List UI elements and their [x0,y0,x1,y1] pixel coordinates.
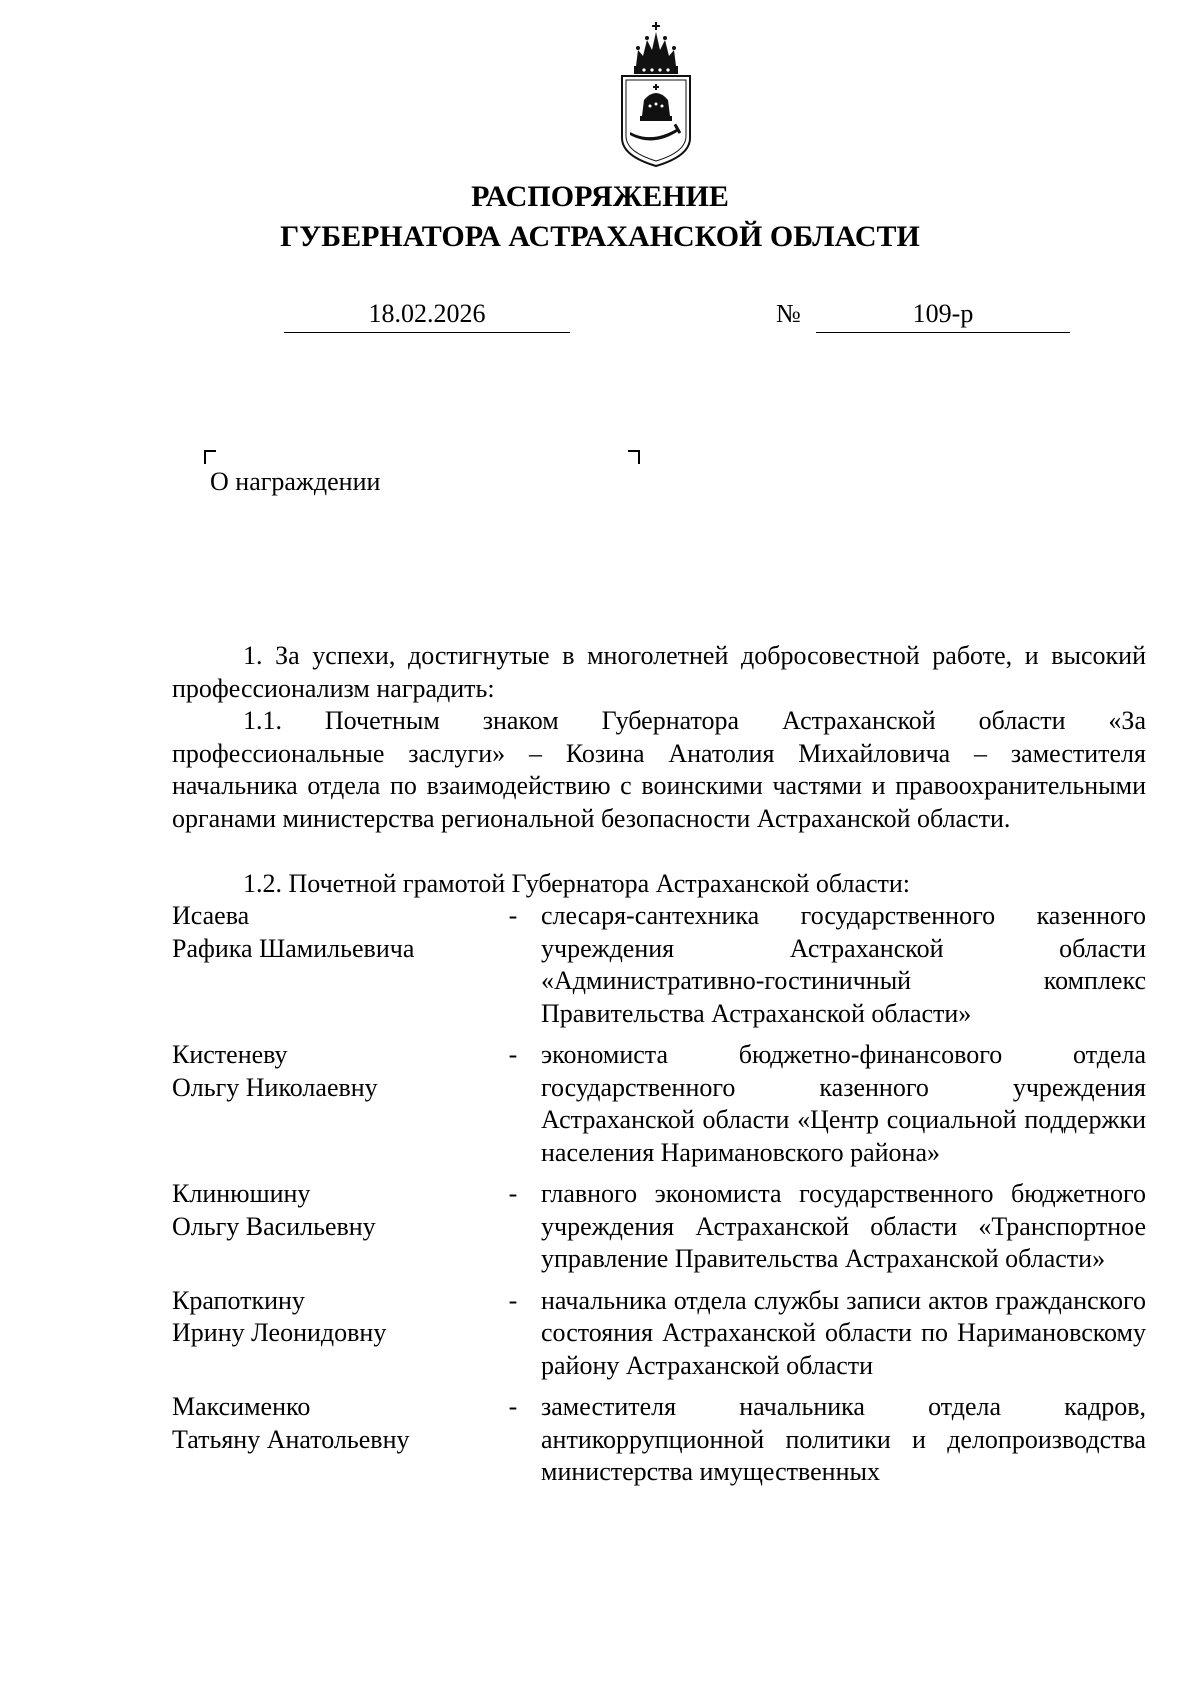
awardee-given-names: Татьяну Анатольевну [172,1424,410,1454]
awardee-dash: - [508,1179,518,1208]
coat-of-arms-icon [616,20,696,170]
awardee-row [172,1178,1146,1276]
awardee-row [172,1391,1146,1489]
awardee-position: экономиста бюджетно-финансового отдела государственного казенного учреждения Астраханской области «Центр социальной поддержки населения Наримановского района» [541,1040,1146,1167]
paragraph-1: 1. За успехи, достигнутые в многолетней добросовестной работе, и высокий профессионализм наградить: [172,641,1146,703]
awardee-surname: Клинюшину [172,1179,311,1208]
document-subject: О награждении [210,467,381,496]
awardee-position: главного экономиста государственного бюджетного учреждения Астраханской области «Транспортное управление Правительства Астраханской области» [541,1179,1146,1273]
awardee-list [172,900,1146,1498]
awardee-dash: - [508,901,518,930]
document-title: РАСПОРЯЖЕНИЕ [471,180,729,213]
awardee-surname: Исаева [172,901,250,930]
awardee-name [172,1391,492,1456]
awardee-dash: - [508,1285,518,1315]
subject-bracket-left [204,450,216,464]
awardee-given-names: Ирину Леонидовну [172,1318,387,1347]
awardee-dash: - [508,1392,518,1421]
document-issuer: ГУБЕРНАТОРА АСТРАХАНСКОЙ ОБЛАСТИ [280,220,920,253]
awardee-surname: Крапоткину [172,1285,305,1315]
number-sign: № [776,299,801,328]
awardee-given-names: Рафика Шамильевича [172,933,415,963]
awardee-row [172,1285,1146,1383]
document-date: 18.02.2026 [284,298,570,333]
awardee-name [172,1039,492,1104]
awardee-given-names: Ольгу Николаевну [172,1072,378,1102]
awardee-surname: Максименко [172,1392,311,1421]
awardee-dash: - [508,1040,518,1069]
awardee-name [172,900,492,965]
paragraph-1-1: 1.1. Почетным знаком Губернатора Астраханской области «За профессиональные заслуги» – Козина Анатолия Михайловича – заместителя начальника отдела по взаимодействию с воинскими частями и правоохранительными органами министерства региональной безопасности Астраханской области. [172,706,1146,833]
awardee-name [172,1178,492,1243]
awardee-position: слесаря-сантехника государственного казенного учреждения Астраханской области «Административно-гостиничный комплекс Правительства Астраханской области» [541,901,1146,1028]
paragraph-1-2: 1.2. Почетной грамотой Губернатора Астраханской области: [243,869,911,898]
subject-bracket-right [628,450,640,464]
awardee-row [172,1039,1146,1169]
document-number: 109-р [816,298,1070,333]
awardee-name [172,1285,492,1350]
awardee-surname: Кистеневу [172,1040,288,1069]
awardee-row [172,900,1146,1030]
awardee-position: начальника отдела службы записи актов гражданского состояния Астраханской области по Наримановскому району Астраханской области [541,1285,1146,1380]
awardee-position: заместителя начальника отдела кадров, антикоррупционной политики и делопроизводства министерства имущественных [541,1392,1146,1486]
awardee-given-names: Ольгу Васильевну [172,1211,376,1241]
